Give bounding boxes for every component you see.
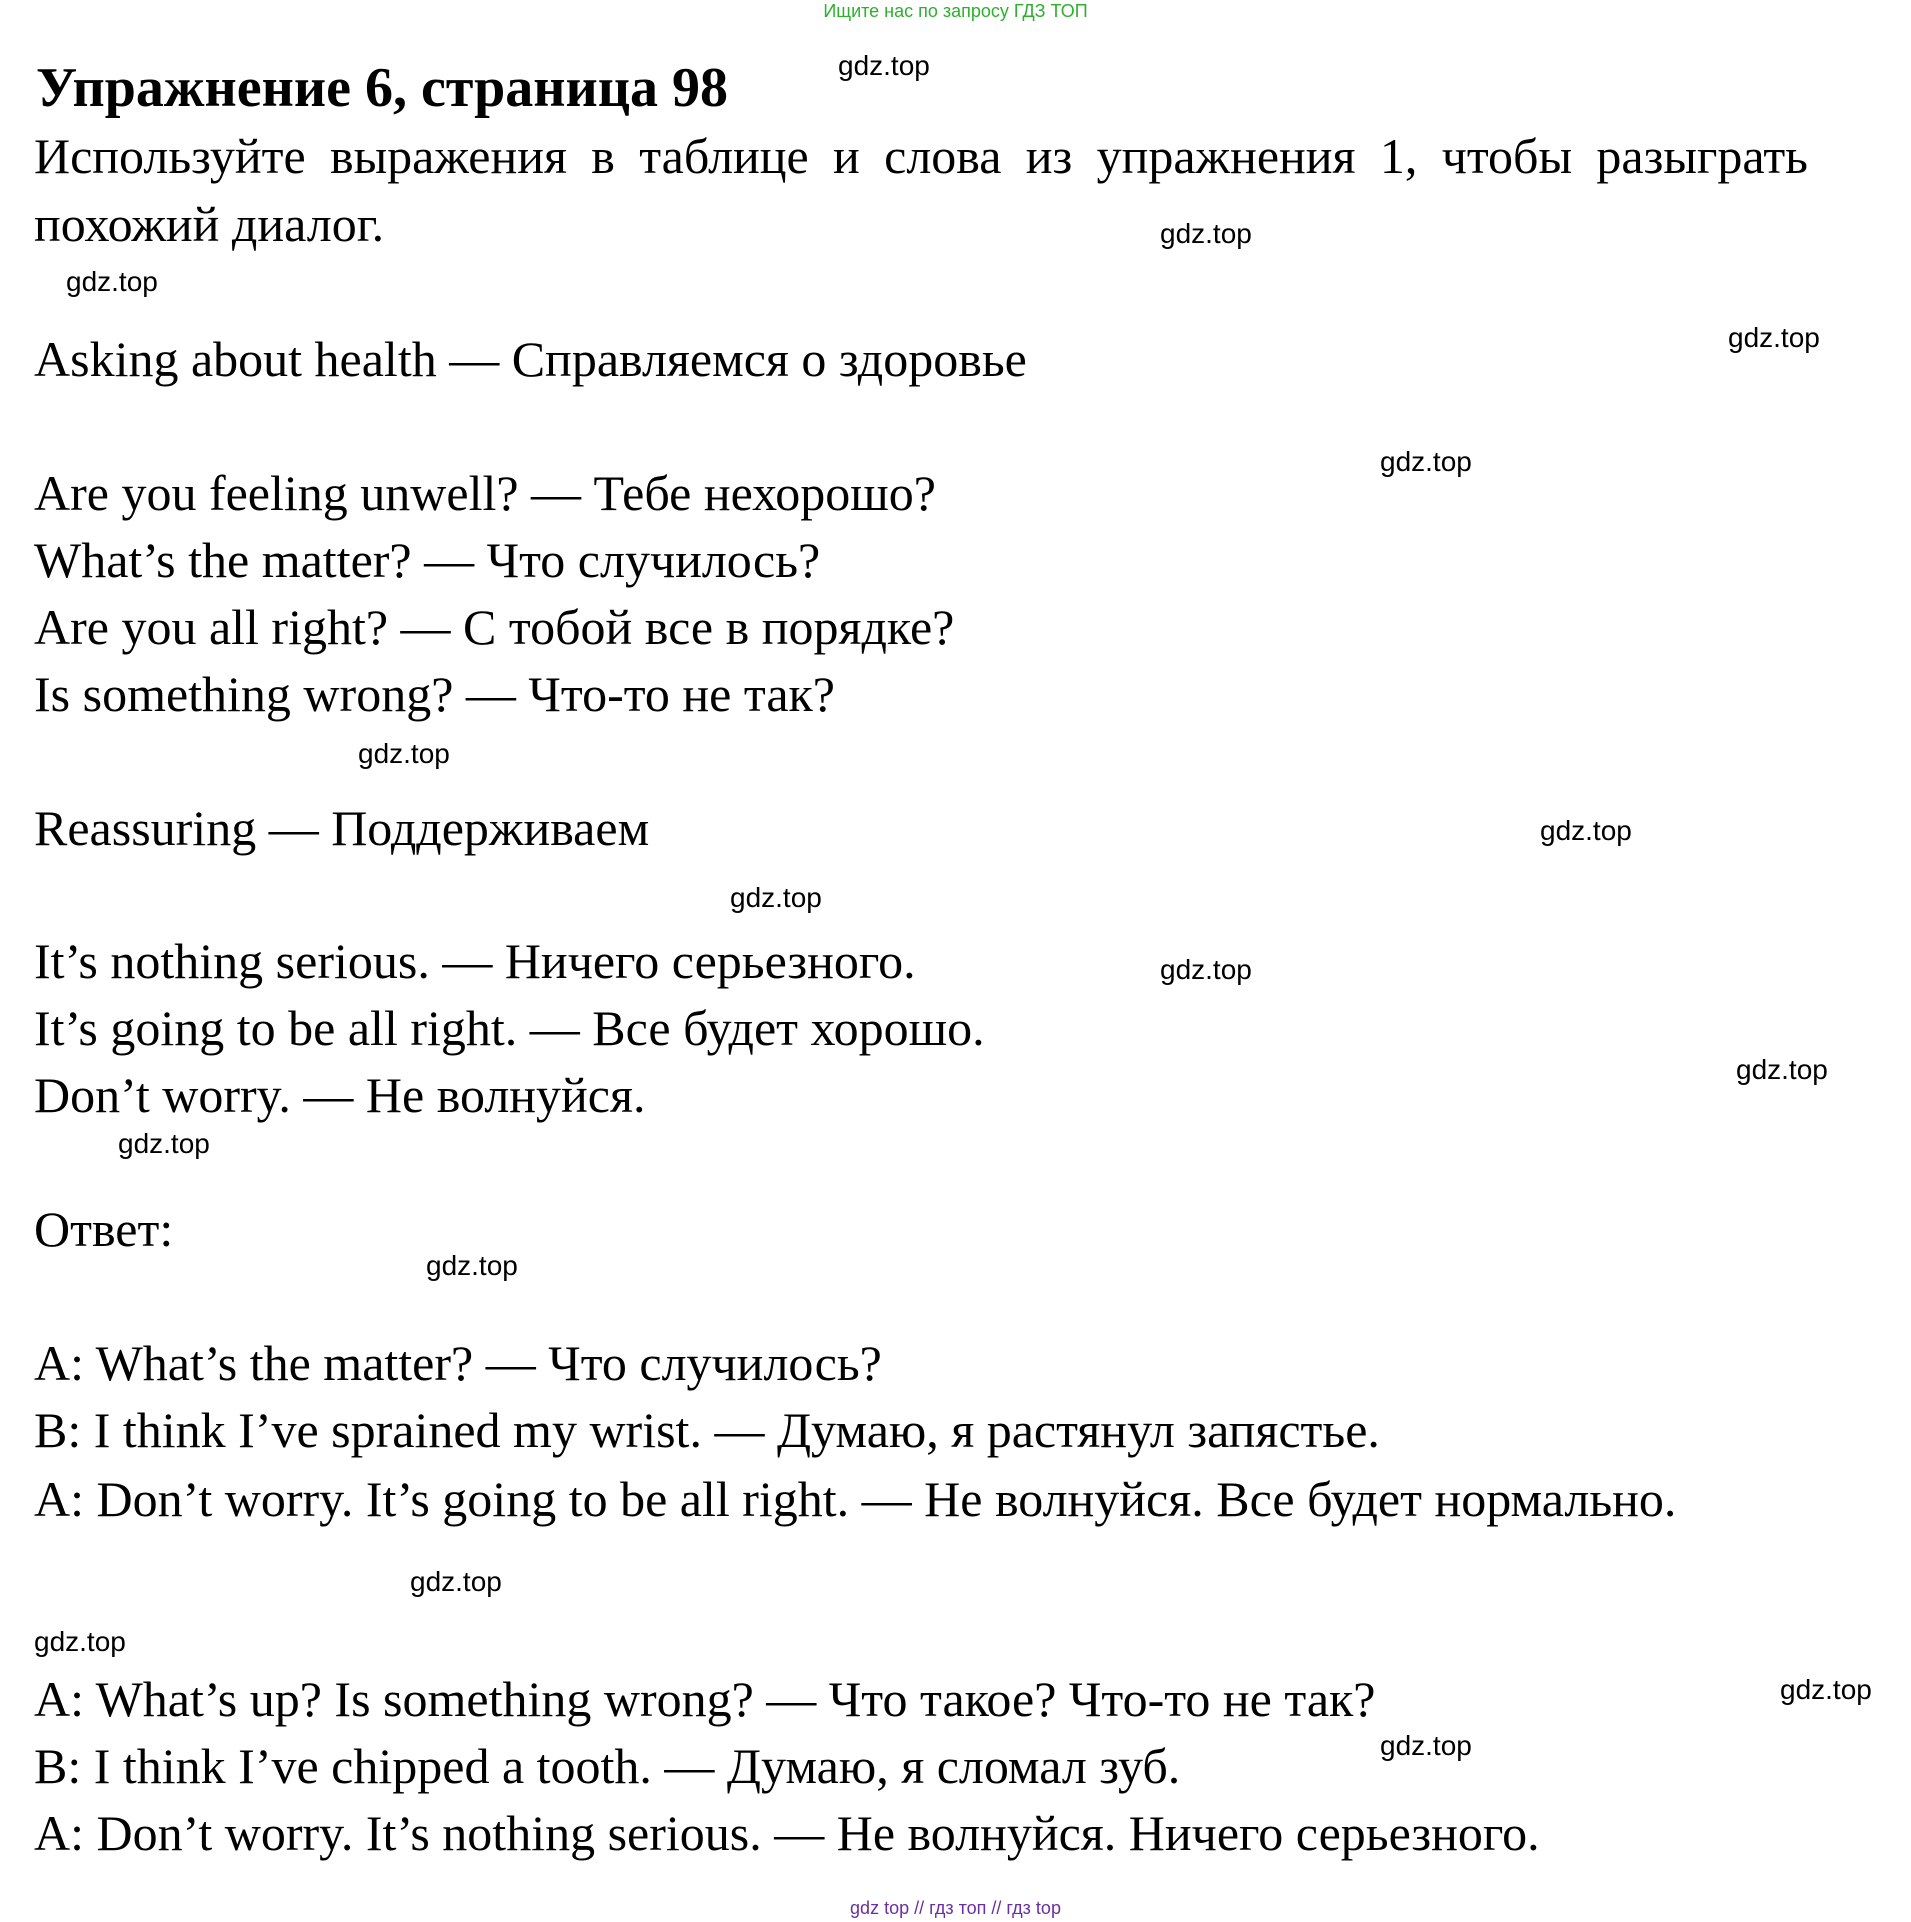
asking-line-4: Is something wrong? — Что-то не так? bbox=[34, 666, 836, 722]
watermark: gdz.top bbox=[358, 738, 450, 769]
watermark: gdz.top bbox=[1728, 322, 1820, 353]
footer-links[interactable]: gdz top // гдз топ // гдз top bbox=[850, 1898, 1061, 1918]
dialog1-line-1: A: What’s the matter? — Что случилось? bbox=[34, 1335, 882, 1391]
reassuring-line-2: It’s going to be all right. — Все будет хорошо. bbox=[34, 1000, 985, 1056]
watermark: gdz.top bbox=[410, 1566, 502, 1597]
watermark: gdz.top bbox=[1380, 446, 1472, 477]
asking-line-3: Are you all right? — С тобой все в порядке? bbox=[34, 599, 955, 655]
watermark: gdz.top bbox=[1160, 954, 1252, 985]
watermark: gdz.top bbox=[118, 1128, 210, 1159]
watermark: gdz.top bbox=[34, 1626, 126, 1657]
dialog1-line-3: A: Don’t worry. It’s going to be all right. — Не волнуйся. Все будет нормально. bbox=[34, 1471, 1677, 1527]
watermark: gdz.top bbox=[1380, 1730, 1472, 1761]
dialog2-line-3: A: Don’t worry. It’s nothing serious. — Не волнуйся. Ничего серьезного. bbox=[34, 1805, 1540, 1861]
dialog2-line-1: A: What’s up? Is something wrong? — Что такое? Что-то не так? bbox=[34, 1671, 1376, 1727]
asking-header: Asking about health — Справляемся о здоровье bbox=[34, 331, 1027, 387]
dialog1-line-2: B: I think I’ve sprained my wrist. — Думаю, я растянул запястье. bbox=[34, 1402, 1380, 1458]
asking-line-2: What’s the matter? — Что случилось? bbox=[34, 532, 821, 588]
reassuring-line-3: Don’t worry. — Не волнуйся. bbox=[34, 1067, 646, 1123]
reassuring-line-1: It’s nothing serious. — Ничего серьезного. bbox=[34, 933, 916, 989]
answer-label: Ответ: bbox=[34, 1201, 174, 1257]
watermark: gdz.top bbox=[1540, 815, 1632, 846]
watermark: gdz.top bbox=[1780, 1674, 1872, 1705]
dialog2-line-2: B: I think I’ve chipped a tooth. — Думаю, я сломал зуб. bbox=[34, 1738, 1181, 1794]
exercise-heading: Упражнение 6, страница 98 bbox=[36, 57, 729, 119]
reassuring-header: Reassuring — Поддерживаем bbox=[34, 800, 650, 856]
task-text: Используйте выражения в таблице и слова из упражнения 1, чтобы разыграть похожий диалог. bbox=[34, 128, 1808, 252]
top-banner[interactable]: Ищите нас по запросу ГДЗ ТОП bbox=[823, 1, 1088, 21]
watermark: gdz.top bbox=[838, 50, 930, 81]
watermark: gdz.top bbox=[1736, 1054, 1828, 1085]
watermark: gdz.top bbox=[730, 882, 822, 913]
watermark: gdz.top bbox=[1160, 218, 1252, 249]
watermark: gdz.top bbox=[426, 1250, 518, 1281]
watermark: gdz.top bbox=[66, 266, 158, 297]
asking-line-1: Are you feeling unwell? — Тебе нехорошо? bbox=[34, 465, 936, 521]
